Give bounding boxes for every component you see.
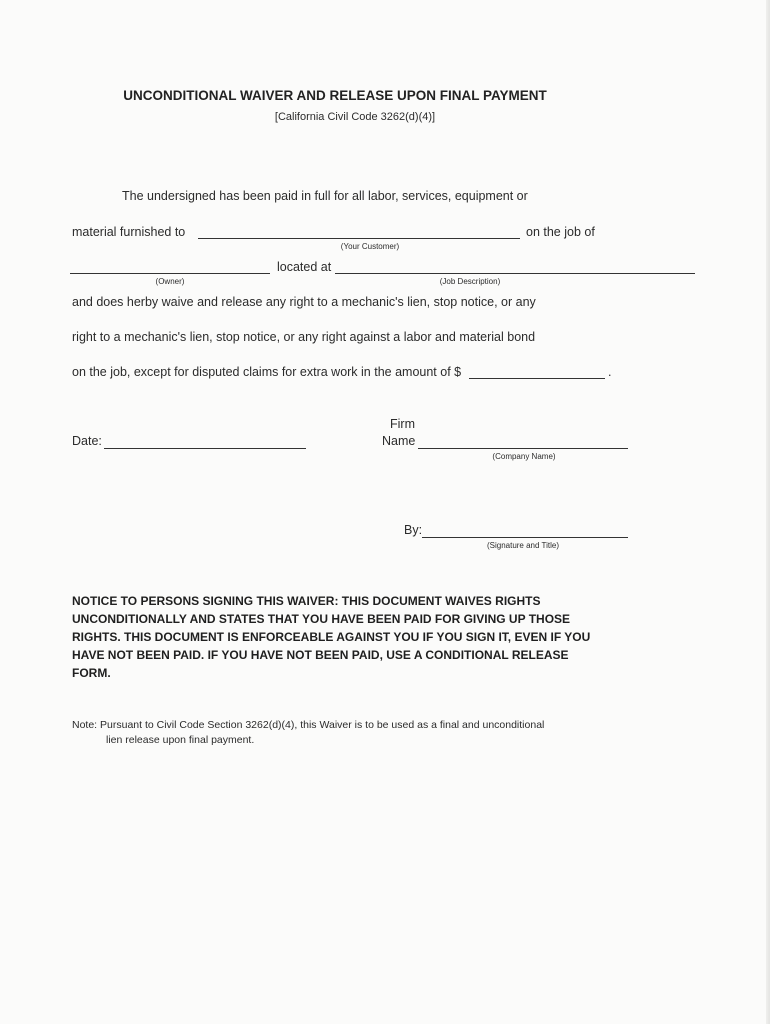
owner-field[interactable] xyxy=(70,273,270,274)
document-subtitle: [California Civil Code 3262(d)(4)] xyxy=(274,111,436,123)
customer-caption: (Your Customer) xyxy=(340,242,400,251)
notice-paragraph: NOTICE TO PERSONS SIGNING THIS WAIVER: THIS DOCUMENT WAIVES RIGHTS UNCONDITIONALLY AND STATES THAT YOU HAVE BEEN PAID FOR GIVING UP THOSE RIGHTS. THIS DOCUMENT IS ENFORCEABLE AGAINST YOU IF YOU SIGN IT, EVEN IF YOU HAVE NOT BEEN PAID. IF YOU HAVE NOT BEEN PAID, USE A CONDITIONAL RELEASE FORM. xyxy=(72,594,591,680)
date-field[interactable] xyxy=(104,448,306,449)
waive-line: and does herby waive and release any right to a mechanic's lien, stop notice, or any xyxy=(72,295,536,309)
paragraph-paid-in-full: The undersigned has been paid in full for all labor, services, equipment or xyxy=(122,189,528,203)
owner-caption: (Owner) xyxy=(155,277,185,286)
firm-label: Firm xyxy=(390,417,415,431)
note-line-1: Note: Pursuant to Civil Code Section 3262(d)(4), this Waiver is to be used as a final and unconditional xyxy=(72,719,545,731)
signature-field[interactable] xyxy=(422,537,628,538)
customer-field[interactable] xyxy=(198,238,520,239)
signature-caption: (Signature and Title) xyxy=(486,541,560,550)
company-name-field[interactable] xyxy=(418,448,628,449)
by-label: By: xyxy=(404,523,423,537)
job-description-caption: (Job Description) xyxy=(439,277,501,286)
period-mark: . xyxy=(608,365,612,379)
located-label: located at xyxy=(277,260,332,274)
note-line-2: lien release upon final payment. xyxy=(106,734,255,746)
right-line: right to a mechanic's lien, stop notice, or any right against a labor and material bond xyxy=(72,330,536,344)
amount-field[interactable] xyxy=(469,378,605,379)
page-edge xyxy=(766,0,770,1024)
name-label: Name xyxy=(382,434,416,448)
on-job-label: on the job of xyxy=(526,225,595,239)
material-label: material furnished to xyxy=(72,225,186,239)
company-caption: (Company Name) xyxy=(492,452,556,461)
date-label: Date: xyxy=(72,434,102,448)
document-title: UNCONDITIONAL WAIVER AND RELEASE UPON FINAL PAYMENT xyxy=(123,88,547,103)
except-line: on the job, except for disputed claims for extra work in the amount of $ xyxy=(72,365,462,379)
job-description-field[interactable] xyxy=(335,273,695,274)
